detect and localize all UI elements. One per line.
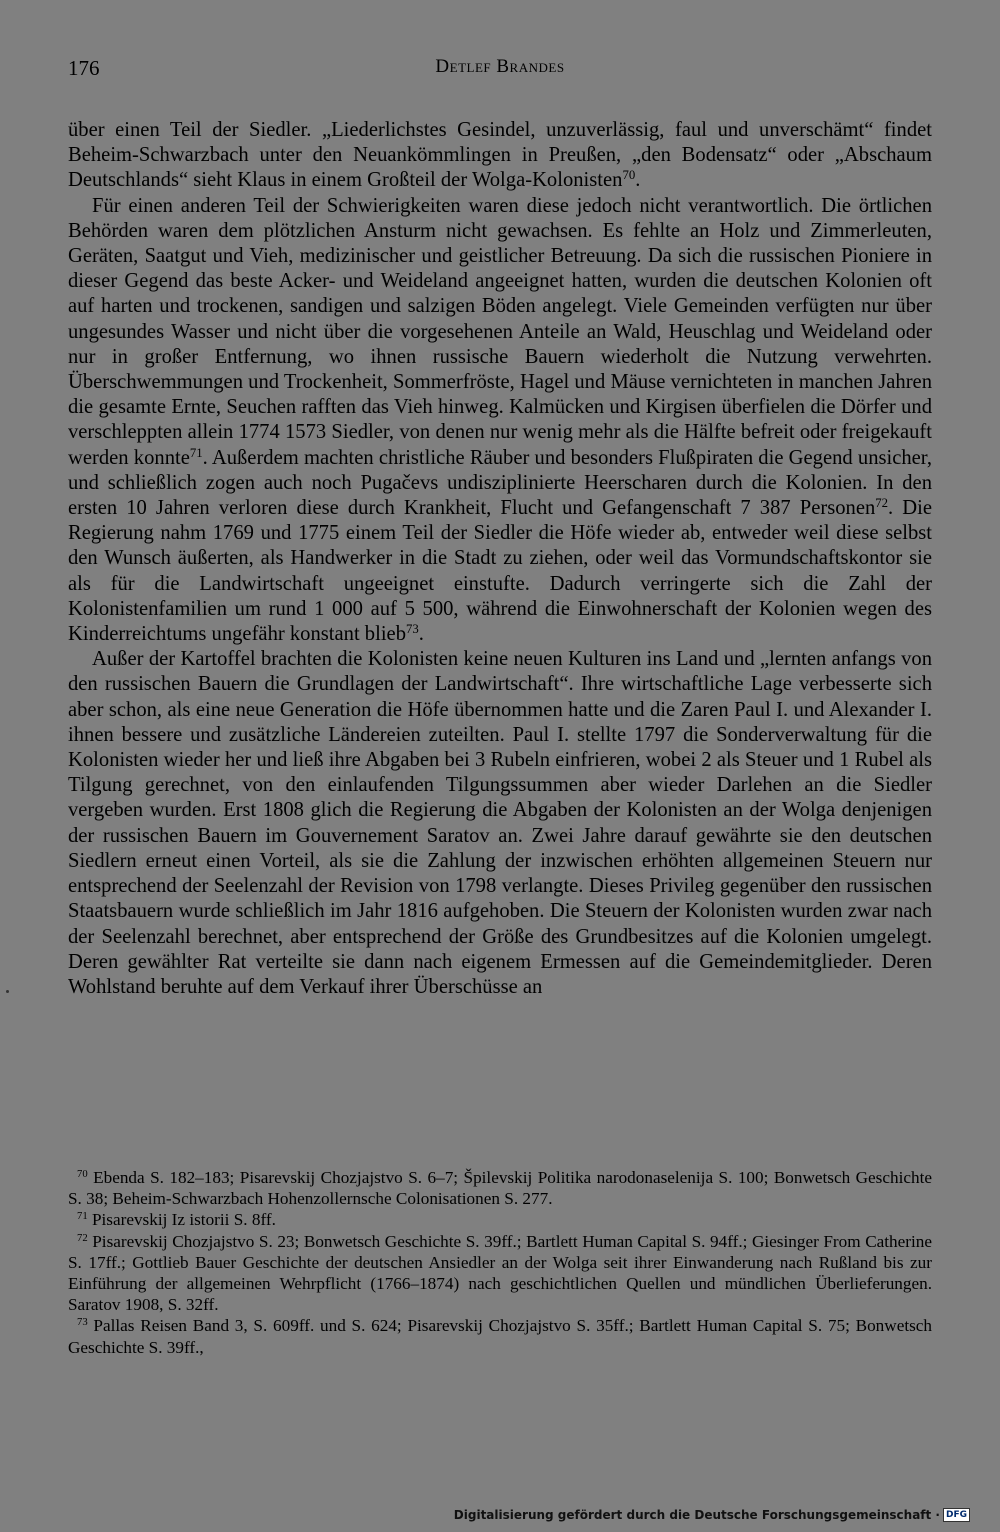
page-number: 176 — [68, 56, 100, 80]
footnote-73 — [68, 1315, 932, 1357]
footnote-number: 71 — [77, 1211, 88, 1223]
digitization-credit — [454, 1508, 970, 1522]
running-head: Detlef Brandes — [435, 56, 565, 77]
footnote-ref-70[interactable]: 70 — [622, 168, 636, 183]
footnote-number: 70 — [77, 1169, 88, 1181]
footnote-70 — [68, 1167, 932, 1209]
dfg-logo-icon: DFG — [943, 1508, 970, 1522]
footnote-71 — [68, 1209, 932, 1230]
footnote-ref-71[interactable]: 71 — [189, 445, 203, 460]
paragraph-end: . — [418, 623, 424, 646]
paragraph-end: . — [635, 169, 641, 192]
paragraph-text: . Die Regierung nahm 1769 und 1775 einem Teil der Siedler die Höfe wieder ab, entweder weil diese selbst den Wunsch äußerten, als Handwerker in die Stadt zu ziehen, oder weil das Vormundschaftskontor sie als für die Landwirtschaft ungeeignet einstufte. Dadurch verringerte sich die Zahl der Kolonistenfamilien um rund 1 000 auf 5 500, während die Einwohnerschaft der Kolonien wegen des Kinderreichtums ungefähr konstant blieb — [68, 497, 932, 646]
footnote-ref-73[interactable]: 73 — [406, 622, 419, 637]
footnote-72 — [68, 1231, 932, 1316]
credit-text: Digitalisierung gefördert durch die Deutsche Forschungsgemeinschaft · — [453, 1508, 940, 1522]
footnote-text: Pallas Reisen Band 3, S. 609ff. und S. 624; Pisarevskij Chozjajstvo S. 35ff.; Bartlett Human Capital S. 75; Bonwetsch Geschichte S. 39ff., — [68, 1316, 933, 1357]
scan-speck — [6, 990, 9, 993]
paragraph-3 — [68, 647, 932, 1000]
paragraph-2 — [68, 194, 932, 648]
footnote-number: 73 — [77, 1317, 88, 1329]
paragraph-text: Für einen anderen Teil der Schwierigkeiten waren diese jedoch nicht verantwortlich. Die örtlichen Behörden waren dem plötzlichen Ansturm nicht gewachsen. Es fehlte an Holz und Zimmerleuten, Geräten, Saatgut und Vieh, medizinischer und geistlicher Betreuung. Da sich die russischen Pioniere in dieser Gegend das beste Acker- und Weideland angeeignet hatten, wurden die deutschen Kolonien oft auf harten und trockenen, sandigen und salzigen Böden angelegt. Viele Gemeinden verfügten nur über ungesundes Wasser und nicht über die vorgesehenen Anteile an Wald, Heuschlag und Weideland oder nur in großer Entfernung, wo ihnen russische Bauern wiederholt die Nutzung verwehrten. Überschwemmungen und Trockenheit, Sommerfröste, Hagel und Mäuse vernichteten in manchen Jahren die gesamte Ernte, Seuchen rafften das Vieh hinweg. Kalmücken und Kirgisen überfielen die Dörfer und verschleppten allein 1774 1573 Siedler, von denen nur wenig mehr als die Hälfte befreit oder freigekauft werden konnte — [68, 194, 932, 469]
footnote-number: 72 — [77, 1232, 88, 1244]
footnotes — [68, 1167, 932, 1358]
paragraph-text: Außer der Kartoffel brachten die Kolonisten keine neuen Kulturen ins Land und „lernten anfangs von den russischen Bauern die Grundlagen der Landwirtschaft“. Ihre wirtschaftliche Lage verbesserte sich aber schon, als eine neue Generation die Höfe übernommen hatte und die Zaren Paul I. und Alexander I. ihnen bessere und zusätzliche Ländereien zuteilten. Paul I. stellte 1797 die Sonderverwaltung für die Kolonisten wieder her und ließ ihre Abgaben bei 3 Rubeln einfrieren, wobei 2 als Steuer und 1 Rubel als Tilgung gerechnet, von den einlaufenden Tilgungssummen aber wieder Darlehen an die Siedler vergeben wurden. Erst 1808 glich die Regierung die Abgaben der Kolonisten an der Wolga denjenigen der russischen Bauern im Gouvernement Saratov an. Zwei Jahre darauf gewährte sie den deutschen Siedlern erneut einen Vorteil, als sie die Zahlung der inzwischen erhöhten allgemeinen Steuern nur entsprechend der Seelenzahl der Revision von 1798 verlangte. Dieses Privileg gegenüber den russischen Staatsbauern wurde schließlich im Jahr 1816 aufgehoben. Die Steuern der Kolonisten wurden zwar nach der Seelenzahl berechnet, aber entsprechend der Größe des Grundbesitzes auf die Kolonien umgelegt. Deren gewählter Rat verteilte sie dann nach eigenem Ermessen auf die Gemeindemitglieder. Deren Wohlstand beruhte auf dem Verkauf ihrer Überschüsse an — [68, 648, 932, 998]
footnote-text: Pisarevskij Iz istorii S. 8ff. — [91, 1210, 276, 1230]
footnote-text: Pisarevskij Chozjajstvo S. 23; Bonwetsch Geschichte S. 39ff.; Bartlett Human Capital S. 94ff.; Giesinger From Catherine S. 17ff.; Gottlieb Bauer Geschichte der deutschen Ansiedler an der Wolga seit ihrer Einwanderung nach Rußland bis zur Einführung der allgemeinen Wehrpflicht (1766–1874) nach geschichtlichen Quellen und mündlichen Überlieferungen. Saratov 1908, S. 32ff. — [68, 1231, 933, 1315]
paragraph-1 — [68, 118, 932, 194]
page-header — [68, 56, 932, 84]
paragraph-text: über einen Teil der Siedler. „Liederlichstes Gesindel, unzuverlässig, faul und unverschämt“ findet Beheim-Schwarzbach unter den Neuankömmlingen in Preußen, „den Bodensatz“ oder „Abschaum Deutschlands“ sieht Klaus in einem Großteil der Wolga-Kolonisten — [68, 119, 932, 192]
footnote-ref-72[interactable]: 72 — [875, 496, 889, 511]
paragraph-text: . Außerdem machten christliche Räuber und besonders Flußpiraten die Gegend unsicher, und schließlich zogen auch noch Pugačevs undisziplinierte Heerscharen durch die Kolonien. In den ersten 10 Jahren verloren diese durch Krankheit, Flucht und Gefangenschaft 7 387 Personen — [68, 446, 932, 520]
footnote-text: Ebenda S. 182–183; Pisarevskij Chozjajstvo S. 6–7; Špilevskij Politika narodonaselenija S. 100; Bonwetsch Geschichte S. 38; Beheim-Schwarzbach Hohenzollernsche Colonisationen S. 277. — [68, 1168, 932, 1209]
body-text — [68, 118, 932, 1000]
